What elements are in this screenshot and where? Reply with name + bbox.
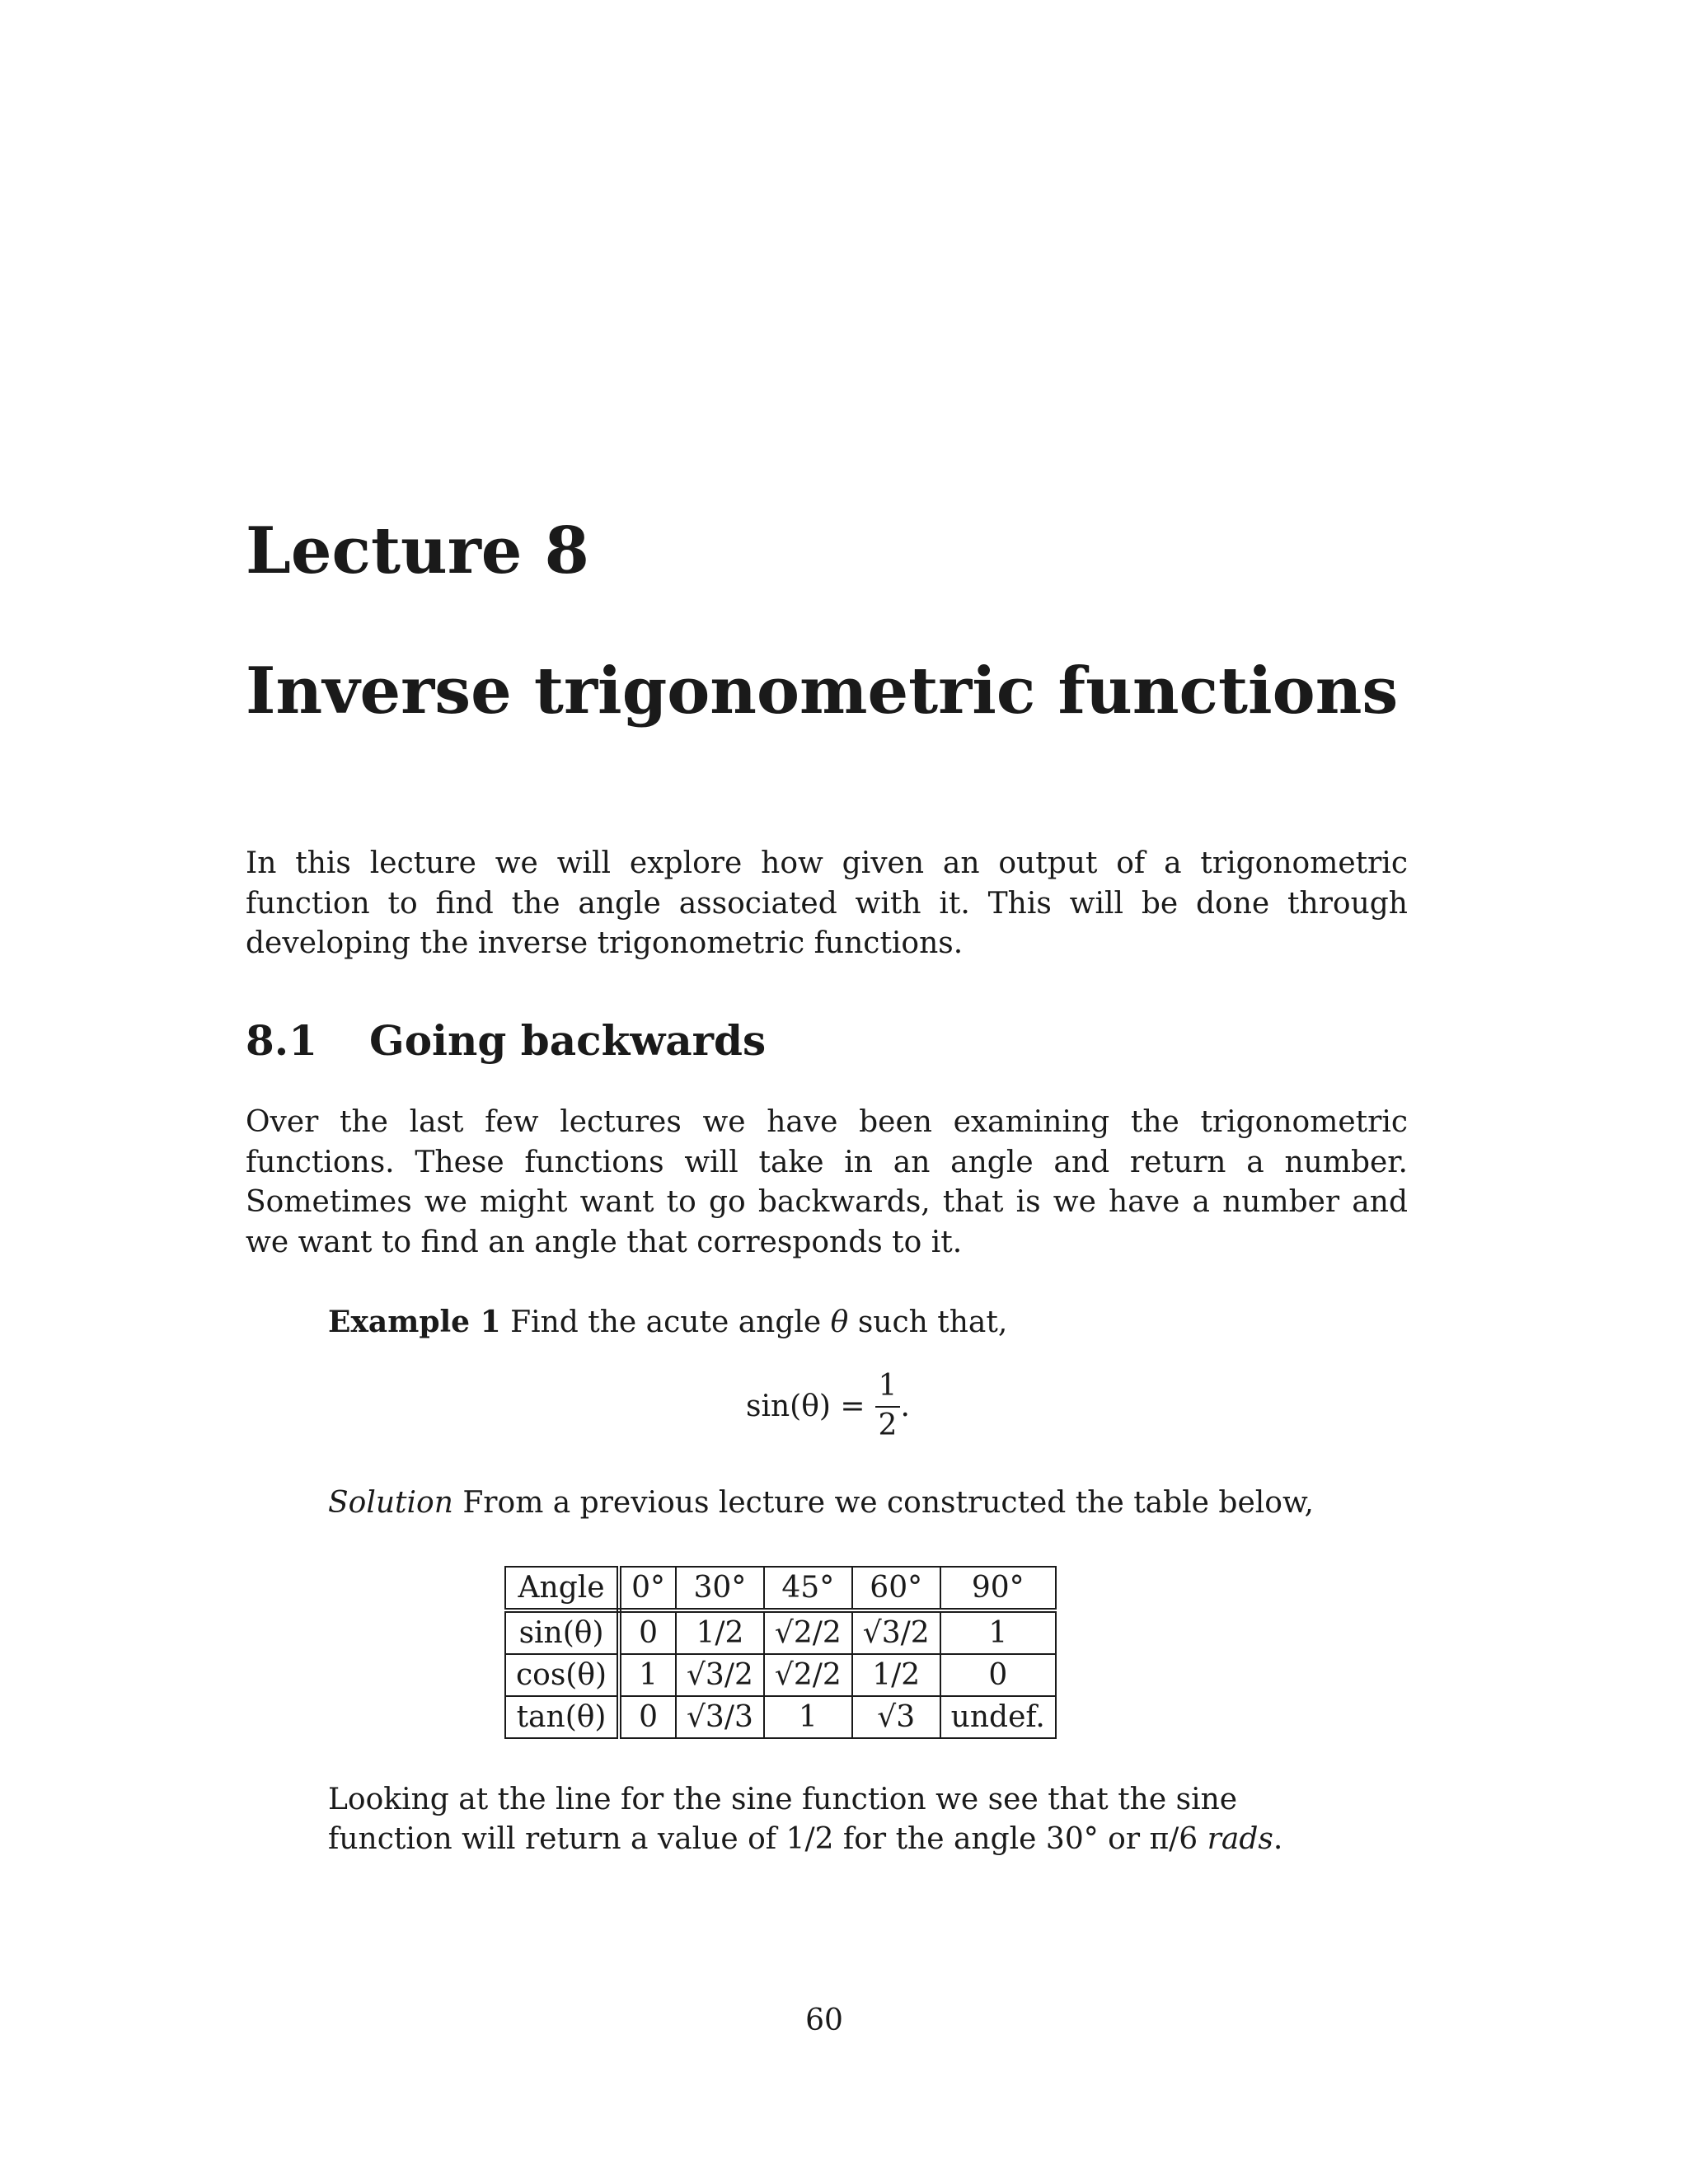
equation-denominator: 2 — [878, 1408, 898, 1442]
equation-fraction — [875, 1368, 901, 1444]
trig-values-table — [504, 1566, 1057, 1739]
example-equation — [746, 1368, 910, 1444]
table-cell: 1 — [764, 1696, 852, 1738]
table-row-label: tan(θ) — [505, 1696, 619, 1738]
page-number: 60 — [805, 2004, 843, 2037]
table-row-label: cos(θ) — [505, 1654, 619, 1696]
example-prompt-before: Find the acute angle — [510, 1305, 822, 1339]
table-header-row — [505, 1567, 1056, 1610]
solution-line — [328, 1483, 1314, 1523]
table-cell: 1/2 — [676, 1610, 764, 1654]
conclusion-text: Looking at the line for the sine function we see that the sine function will return a value of 1/2 for the angle 30° or π/6 — [328, 1783, 1238, 1856]
solution-text: From a previous lecture we constructed the table below, — [462, 1486, 1314, 1520]
intro-paragraph: In this lecture we will explore how given an output of a trigonometric function to find the angle associated with it. This will be done through developing the inverse trigonometric functions. — [246, 846, 1408, 960]
section-paragraph: Over the last few lectures we have been examining the trigonometric functions. These functions will take in an angle and return a number. Sometimes we might want to go backwards, that is we have a number and we want to find an angle that corresponds to it. — [246, 1105, 1408, 1259]
table-cell: undef. — [940, 1696, 1056, 1738]
lecture-label: Lecture 8 — [246, 513, 589, 588]
table-cell: √3/2 — [676, 1654, 764, 1696]
section-title: Going backwards — [369, 1016, 767, 1065]
table-header-cell: 30° — [676, 1567, 764, 1610]
table-cell: 1 — [940, 1610, 1056, 1654]
table-row — [505, 1654, 1056, 1696]
table-cell: √2/2 — [764, 1610, 852, 1654]
table-cell: √3/3 — [676, 1696, 764, 1738]
example-prompt-after: such that, — [857, 1305, 1008, 1339]
equation-period: . — [900, 1389, 910, 1423]
table-cell: 0 — [619, 1696, 676, 1738]
table-header-cell: 90° — [940, 1567, 1056, 1610]
equation-left: sin(θ) = — [746, 1389, 865, 1423]
conclusion-paragraph — [328, 1780, 1325, 1859]
table-row — [505, 1696, 1056, 1738]
table-row — [505, 1610, 1056, 1654]
table-cell: √3 — [852, 1696, 940, 1738]
table-cell: √2/2 — [764, 1654, 852, 1696]
example-label: Example 1 — [328, 1305, 501, 1339]
section-heading — [246, 1016, 767, 1065]
conclusion-end: . — [1273, 1822, 1283, 1856]
example-theta: θ — [830, 1305, 849, 1339]
equation-numerator: 1 — [875, 1368, 901, 1408]
solution-label: Solution — [328, 1486, 453, 1520]
lecture-title: Inverse trigonometric functions — [246, 654, 1399, 729]
table-header-cell: Angle — [505, 1567, 619, 1610]
conclusion-unit: rads — [1207, 1822, 1273, 1856]
table-cell: 0 — [940, 1654, 1056, 1696]
table-header-cell: 60° — [852, 1567, 940, 1610]
table-cell: 1/2 — [852, 1654, 940, 1696]
table-row-label: sin(θ) — [505, 1610, 619, 1654]
section-number: 8.1 — [246, 1016, 317, 1065]
table-cell: √3/2 — [852, 1610, 940, 1654]
table-header-cell: 45° — [764, 1567, 852, 1610]
example-statement — [328, 1302, 1007, 1343]
table-cell: 0 — [619, 1610, 676, 1654]
table-header-cell: 0° — [619, 1567, 676, 1610]
table-cell: 1 — [619, 1654, 676, 1696]
